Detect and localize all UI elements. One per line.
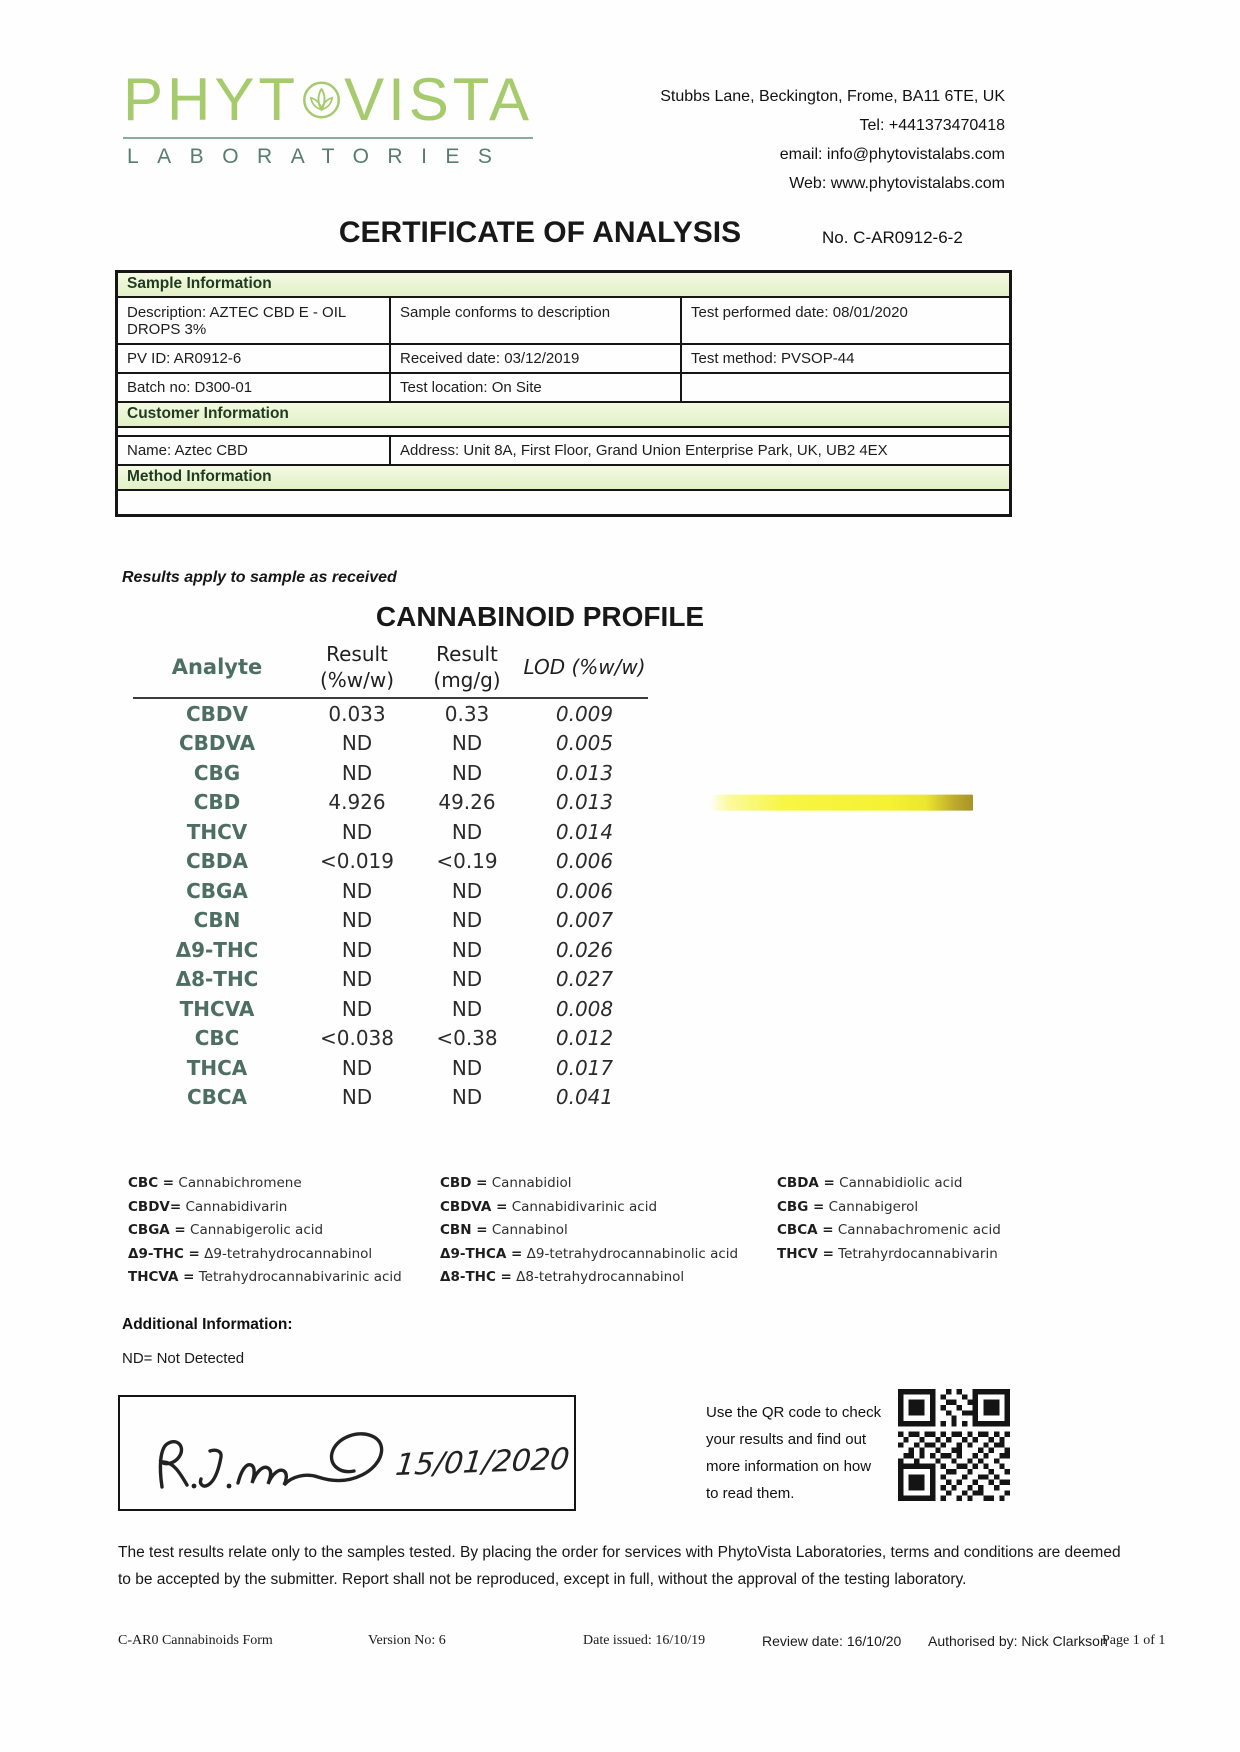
lod-cell: 0.009 bbox=[555, 701, 614, 726]
lod-cell: 0.017 bbox=[555, 1055, 614, 1080]
legend-key: CBCA = bbox=[777, 1222, 834, 1238]
analyte-cell: CBN bbox=[193, 908, 241, 933]
result-pct-cell: ND bbox=[341, 819, 373, 844]
sample-row-1 bbox=[118, 298, 1009, 345]
legend-item bbox=[128, 1196, 440, 1220]
analyte-cell: CBCA bbox=[186, 1085, 248, 1110]
legend-item bbox=[128, 1219, 440, 1243]
lod-cell: 0.006 bbox=[555, 878, 614, 903]
legend-item bbox=[128, 1243, 440, 1267]
result-mg-cell: ND bbox=[451, 908, 483, 933]
result-pct-cell: ND bbox=[341, 1085, 373, 1110]
footer-page-number: Page 1 of 1 bbox=[1102, 1632, 1166, 1648]
legend-key: Δ9-THC = bbox=[128, 1245, 200, 1262]
analyte-cell: CBDV bbox=[185, 701, 248, 726]
table-row bbox=[133, 1083, 648, 1113]
legend-value: Cannabidiol bbox=[491, 1175, 572, 1191]
result-pct-cell: ND bbox=[341, 1055, 373, 1080]
table-row bbox=[133, 729, 648, 759]
field-customer-name: Name: Aztec CBD bbox=[118, 437, 391, 464]
analyte-cell: THCVA bbox=[179, 996, 255, 1021]
analyte-cell: CBDA bbox=[185, 849, 248, 874]
legend-value: Δ9-tetrahydrocannabinolic acid bbox=[526, 1245, 739, 1262]
result-pct-cell: ND bbox=[341, 731, 373, 756]
result-mg-cell: ND bbox=[451, 731, 483, 756]
signature-date: 15/01/2020 bbox=[393, 1441, 572, 1483]
sample-row-2 bbox=[118, 345, 1009, 374]
analyte-cell: CBDVA bbox=[178, 731, 256, 756]
section-customer-information: Customer Information bbox=[118, 403, 1009, 428]
result-mg-cell: ND bbox=[451, 967, 483, 992]
legend-value: Cannabichromene bbox=[178, 1175, 302, 1191]
field-conforms: Sample conforms to description bbox=[391, 298, 682, 343]
contact-address: Stubbs Lane, Beckington, Frome, BA11 6TE, UK bbox=[660, 88, 1005, 105]
sample-row-3 bbox=[118, 374, 1009, 403]
legend-key: CBGA = bbox=[128, 1222, 186, 1238]
qr-code-icon bbox=[892, 1389, 1016, 1501]
header bbox=[0, 0, 1240, 198]
method-empty-row bbox=[118, 491, 1009, 514]
field-test-performed-date: Test performed date: 08/01/2020 bbox=[691, 304, 908, 321]
legend-column-1 bbox=[128, 1172, 440, 1290]
result-pct-cell: ND bbox=[341, 967, 373, 992]
analyte-cell: CBD bbox=[193, 790, 241, 815]
result-pct-cell: 0.033 bbox=[328, 701, 386, 726]
legend-item bbox=[777, 1243, 1240, 1267]
legend-item bbox=[440, 1243, 777, 1267]
additional-information-heading: Additional Information: bbox=[122, 1315, 293, 1333]
lod-cell: 0.005 bbox=[555, 731, 614, 756]
result-mg-cell: <0.38 bbox=[436, 1026, 498, 1051]
header-result-mg: Result (mg/g) bbox=[433, 642, 501, 692]
legend-value: Tetrahyrdocannabivarin bbox=[838, 1245, 998, 1262]
analyte-cell: THCV bbox=[186, 819, 248, 844]
lod-cell: 0.013 bbox=[555, 790, 614, 815]
result-pct-cell: <0.038 bbox=[319, 1026, 394, 1051]
table-row bbox=[133, 699, 648, 729]
field-description: Description: AZTEC CBD E - OIL DROPS 3% bbox=[118, 298, 391, 343]
legend-key: Δ8-THC = bbox=[440, 1269, 512, 1285]
result-pct-cell: ND bbox=[341, 908, 373, 933]
info-table bbox=[115, 270, 1012, 517]
legend-value: Cannabigerol bbox=[828, 1198, 919, 1215]
lod-cell: 0.006 bbox=[555, 849, 614, 874]
result-pct-cell: 4.926 bbox=[328, 790, 386, 815]
customer-row bbox=[118, 437, 1009, 466]
result-pct-cell: ND bbox=[341, 760, 373, 785]
section-sample-information: Sample Information bbox=[118, 273, 1009, 298]
table-row-cbd bbox=[133, 788, 648, 818]
signature-icon bbox=[134, 1405, 404, 1505]
legend-value: Tetrahydrocannabivarinic acid bbox=[198, 1269, 402, 1285]
legend-key: CBG = bbox=[777, 1198, 825, 1215]
legend-key: Δ9-THCA = bbox=[440, 1245, 523, 1262]
footer-version: Version No: 6 bbox=[368, 1632, 446, 1648]
table-row bbox=[133, 994, 648, 1024]
logo-text-left: PHYT bbox=[123, 66, 300, 133]
header-result-pct: Result (%w/w) bbox=[319, 642, 395, 692]
lod-cell: 0.013 bbox=[555, 760, 614, 785]
contact-web: Web: www.phytovistalabs.com bbox=[789, 175, 1005, 192]
cannabinoid-table bbox=[133, 641, 648, 1112]
footer-authorised-by: Authorised by: Nick Clarkson bbox=[928, 1632, 1108, 1649]
section-method-information: Method Information bbox=[118, 466, 1009, 491]
abbreviation-legend bbox=[128, 1172, 1240, 1290]
lod-cell: 0.008 bbox=[555, 996, 614, 1021]
result-pct-cell: <0.019 bbox=[319, 849, 394, 874]
nd-definition: ND= Not Detected bbox=[122, 1349, 245, 1367]
lod-cell: 0.007 bbox=[555, 908, 614, 933]
legend-item bbox=[440, 1172, 777, 1196]
legend-key: CBC = bbox=[128, 1175, 175, 1191]
analyte-cell: CBGA bbox=[186, 878, 248, 903]
page-title: CERTIFICATE OF ANALYSIS bbox=[338, 216, 742, 249]
analyte-cell: Δ8-THC bbox=[175, 967, 259, 992]
result-pct-cell: ND bbox=[341, 937, 373, 962]
logo-divider bbox=[123, 137, 533, 139]
footer-date-issued: Date issued: 16/10/19 bbox=[583, 1632, 706, 1648]
result-pct-cell: ND bbox=[341, 996, 373, 1021]
field-test-method: Test method: PVSOP-44 bbox=[691, 350, 855, 367]
signature-row bbox=[118, 1383, 1240, 1511]
table-row bbox=[133, 1053, 648, 1083]
field-pv-id: PV ID: AR0912-6 bbox=[118, 345, 391, 372]
legend-value: Cannabidivarinic acid bbox=[511, 1198, 658, 1215]
phytovista-logo bbox=[123, 66, 533, 198]
qr-caption: Use the QR code to check your results and find out more information on how to read them. bbox=[706, 1403, 882, 1502]
contact-tel: Tel: +441373470418 bbox=[859, 117, 1005, 134]
legend-value: Cannabinol bbox=[491, 1222, 568, 1238]
table-header bbox=[133, 641, 648, 699]
certificate-number: No. C-AR0912-6-2 bbox=[822, 228, 963, 247]
table-row bbox=[133, 906, 648, 936]
lod-cell: 0.014 bbox=[555, 819, 614, 844]
title-row bbox=[0, 216, 1240, 260]
logo-text-right: VISTA bbox=[344, 66, 533, 133]
field-test-location: Test location: On Site bbox=[391, 374, 682, 401]
table-row bbox=[133, 1024, 648, 1054]
analyte-cell: THCA bbox=[186, 1055, 248, 1080]
legend-column-2 bbox=[440, 1172, 777, 1290]
yellow-highlight-stripe bbox=[710, 795, 973, 811]
table-row bbox=[133, 935, 648, 965]
legend-key: CBDV= bbox=[128, 1198, 182, 1215]
field-empty bbox=[682, 374, 1009, 401]
lod-cell: 0.026 bbox=[555, 937, 614, 962]
legend-key: CBDA = bbox=[777, 1175, 835, 1191]
field-customer-address: Address: Unit 8A, First Floor, Grand Union Enterprise Park, UK, UB2 4EX bbox=[400, 442, 888, 459]
legend-key: CBN = bbox=[440, 1222, 488, 1238]
legend-key: CBDVA = bbox=[440, 1198, 508, 1215]
disclaimer-text: The test results relate only to the samples tested. By placing the order for services with PhytoVista Laboratories, terms and conditions are deemed to be accepted by the submitter. Report shall not be reproduced, except in full, without the approval of the testing laboratory. bbox=[118, 1543, 1121, 1588]
legend-item bbox=[777, 1172, 1240, 1196]
signature-box bbox=[118, 1395, 576, 1511]
contact-block bbox=[533, 70, 1005, 198]
lod-cell: 0.027 bbox=[555, 967, 614, 992]
leaf-o-icon bbox=[301, 74, 342, 126]
legend-value: Cannabidivarin bbox=[185, 1198, 288, 1215]
table-row bbox=[133, 876, 648, 906]
legend-item bbox=[440, 1266, 777, 1290]
footer bbox=[0, 1633, 1240, 1653]
result-mg-cell: 0.33 bbox=[444, 701, 490, 726]
header-analyte: Analyte bbox=[171, 655, 263, 679]
footer-form-name: C-AR0 Cannabinoids Form bbox=[118, 1632, 273, 1648]
logo-wordmark bbox=[123, 66, 533, 133]
analyte-cell: Δ9-THC bbox=[175, 937, 259, 962]
result-mg-cell: ND bbox=[451, 760, 483, 785]
result-mg-cell: ND bbox=[451, 819, 483, 844]
table-row bbox=[133, 965, 648, 995]
legend-item bbox=[777, 1196, 1240, 1220]
legend-value: Cannabigerolic acid bbox=[190, 1222, 324, 1238]
contact-email: email: info@phytovistalabs.com bbox=[779, 146, 1005, 163]
legend-item bbox=[440, 1196, 777, 1220]
result-mg-cell: ND bbox=[451, 1085, 483, 1110]
table-row bbox=[133, 758, 648, 788]
result-mg-cell: ND bbox=[451, 878, 483, 903]
field-batch-no: Batch no: D300-01 bbox=[118, 374, 391, 401]
legend-item bbox=[128, 1266, 440, 1290]
table-row bbox=[133, 817, 648, 847]
profile-title: CANNABINOID PROFILE bbox=[375, 601, 705, 632]
legend-value: Δ9-tetrahydrocannabinol bbox=[204, 1245, 373, 1262]
legend-value: Cannabidiolic acid bbox=[839, 1175, 963, 1191]
legend-value: Δ8-tetrahydrocannabinol bbox=[516, 1269, 685, 1285]
results-note: Results apply to sample as received bbox=[122, 569, 397, 586]
legend-key: THCV = bbox=[777, 1245, 834, 1262]
legend-item bbox=[128, 1172, 440, 1196]
logo-subtitle: LABORATORIES bbox=[127, 145, 511, 168]
legend-key: THCVA = bbox=[128, 1269, 195, 1285]
field-received-date: Received date: 03/12/2019 bbox=[391, 345, 682, 372]
lod-cell: 0.041 bbox=[555, 1085, 614, 1110]
result-mg-cell: ND bbox=[451, 996, 483, 1021]
result-pct-cell: ND bbox=[341, 878, 373, 903]
legend-value: Cannabachromenic acid bbox=[837, 1222, 1001, 1238]
legend-item bbox=[440, 1219, 777, 1243]
spacer-row bbox=[118, 428, 1009, 437]
header-lod: LOD (%w/w) bbox=[523, 655, 646, 679]
result-mg-cell: ND bbox=[451, 937, 483, 962]
result-mg-cell: ND bbox=[451, 1055, 483, 1080]
footer-review-date: Review date: 16/10/20 bbox=[762, 1632, 902, 1649]
legend-column-3 bbox=[777, 1172, 1240, 1290]
result-mg-cell: <0.19 bbox=[436, 849, 498, 874]
analyte-cell: CBG bbox=[193, 760, 241, 785]
legend-item bbox=[777, 1219, 1240, 1243]
qr-code bbox=[892, 1389, 1016, 1506]
legend-key: CBD = bbox=[440, 1175, 488, 1191]
result-mg-cell: 49.26 bbox=[438, 790, 496, 815]
table-row bbox=[133, 847, 648, 877]
lod-cell: 0.012 bbox=[555, 1026, 614, 1051]
analyte-cell: CBC bbox=[194, 1026, 240, 1051]
